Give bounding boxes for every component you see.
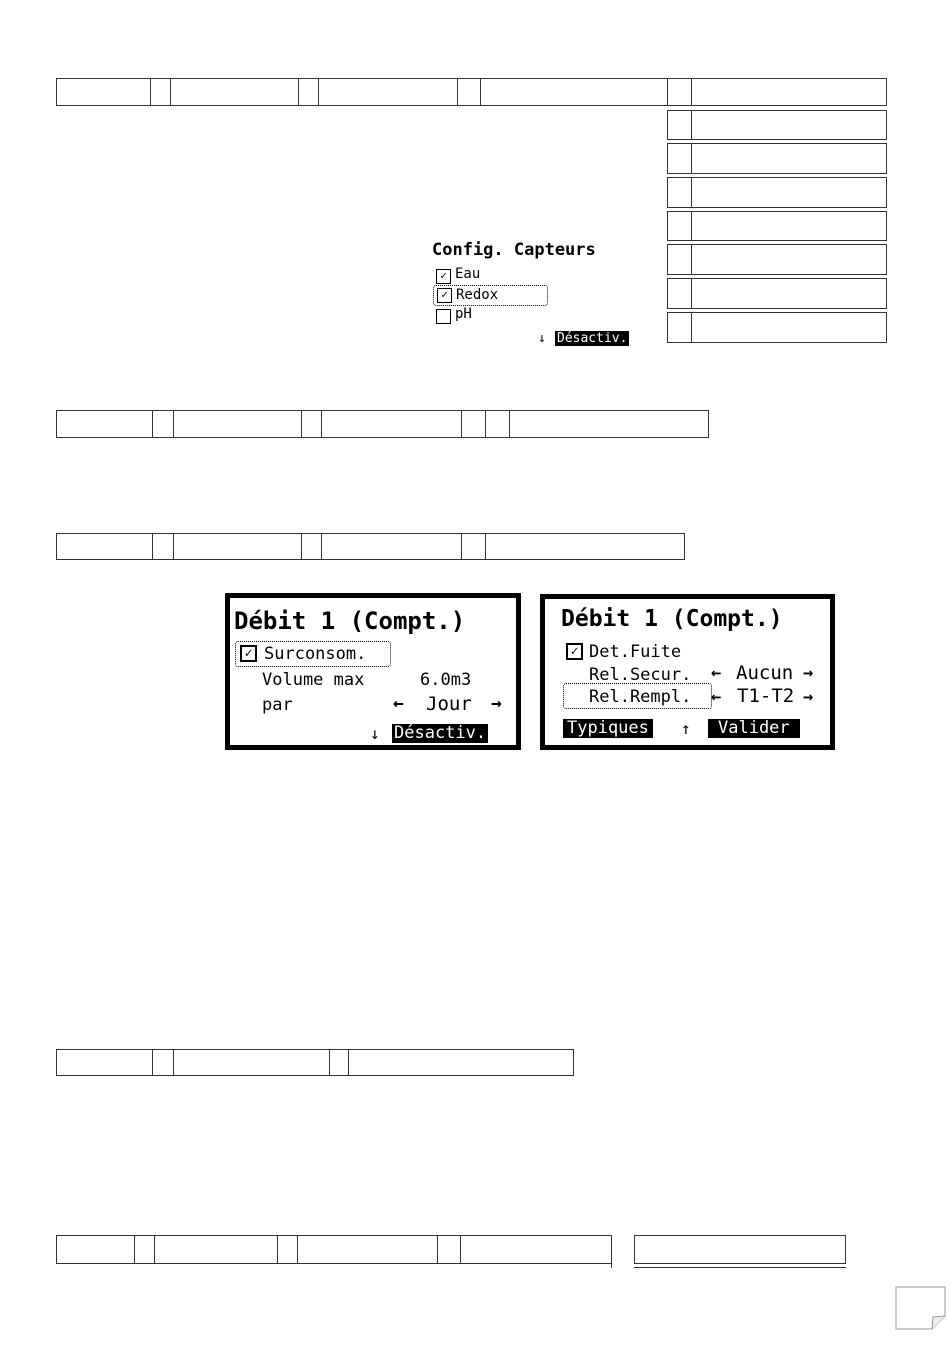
row5-cell-1 (56, 1235, 135, 1264)
row1-cell-2 (150, 78, 171, 106)
stack-cell-2 (691, 110, 887, 140)
config-capteurs-title: Config. Capteurs (432, 240, 596, 260)
sensor-label-redox: Redox (456, 287, 499, 303)
stack-cell-1 (691, 78, 887, 106)
par-label: par (262, 695, 293, 715)
row1-cell-3 (170, 78, 299, 106)
sensor-item-redox[interactable] (433, 285, 548, 306)
rel-rempl-arrow-right-icon[interactable]: → (803, 687, 814, 707)
row2-cell-7 (485, 410, 510, 438)
row5-cell-5 (297, 1235, 438, 1264)
row5-cell-8 (634, 1235, 846, 1264)
row1-cell-5 (318, 78, 458, 106)
row5-underline (634, 1267, 846, 1268)
rel-rempl-arrow-left-icon[interactable]: ← (711, 687, 722, 707)
debit-screen-left (225, 593, 521, 750)
stack-spacer-2 (667, 110, 692, 140)
row4-cell-1 (56, 1049, 153, 1076)
stack-spacer-1 (667, 78, 692, 106)
surconsom-row[interactable] (235, 641, 391, 667)
debit-left-title: Débit 1 (Compt.) (234, 607, 466, 635)
row2-cell-8 (509, 410, 709, 438)
rel-secur-arrow-right-icon[interactable]: → (803, 663, 814, 683)
row2-cell-2 (152, 410, 174, 438)
checkbox-ph[interactable] (436, 309, 451, 324)
stack-cell-3 (691, 143, 887, 174)
stack-spacer-7 (667, 278, 692, 309)
det-fuite-checkbox[interactable]: ✓ (566, 643, 583, 660)
arrow-left-icon[interactable]: ← (393, 693, 404, 714)
row4-cell-2 (152, 1049, 174, 1076)
checkbox-eau[interactable]: ✓ (436, 269, 451, 284)
stack-cell-5 (691, 211, 887, 241)
rel-secur-label: Rel.Secur. (589, 665, 692, 685)
stack-spacer-3 (667, 143, 692, 174)
sensor-item-ph[interactable] (436, 306, 472, 324)
stack-spacer-6 (667, 244, 692, 275)
row4-cell-3 (173, 1049, 330, 1076)
row3-cell-6 (461, 533, 486, 560)
stack-cell-4 (691, 177, 887, 208)
rel-rempl-value[interactable]: T1-T2 (737, 685, 795, 707)
row3-cell-1 (56, 533, 153, 560)
scroll-down-icon: ↓ (538, 331, 546, 346)
row3-cell-7 (485, 533, 685, 560)
row2-cell-4 (301, 410, 322, 438)
rel-secur-arrow-left-icon[interactable]: ← (711, 663, 722, 683)
stack-cell-6 (691, 244, 887, 275)
row3-cell-2 (152, 533, 174, 560)
debit-screen-right (540, 594, 835, 750)
stack-spacer-5 (667, 211, 692, 241)
row5-cell-2 (134, 1235, 155, 1264)
det-fuite-label: Det.Fuite (589, 642, 682, 662)
sensor-label-eau: Eau (455, 266, 481, 282)
volume-max-value[interactable]: 6.0m3 (420, 670, 472, 690)
checkbox-redox[interactable]: ✓ (437, 288, 452, 303)
row3-cell-4 (301, 533, 322, 560)
scroll-up-icon: ↑ (681, 719, 691, 738)
row5-cell-3 (154, 1235, 278, 1264)
row5-cell-4 (277, 1235, 298, 1264)
row3-cell-5 (321, 533, 462, 560)
row3-cell-3 (173, 533, 302, 560)
row2-cell-5 (321, 410, 462, 438)
desactiv-button[interactable]: Désactiv. (394, 723, 487, 743)
row1-cell-6 (457, 78, 481, 106)
row5-cell-7 (460, 1235, 612, 1264)
row2-cell-6 (461, 410, 486, 438)
row1-cell-4 (298, 78, 319, 106)
arrow-right-icon[interactable]: → (491, 693, 502, 714)
row5-cell-6 (437, 1235, 461, 1264)
sensor-item-eau[interactable] (436, 266, 481, 284)
debit-right-title: Débit 1 (Compt.) (561, 606, 783, 632)
row4-cell-5 (348, 1049, 574, 1076)
row5-divider (611, 1235, 612, 1268)
volume-max-label: Volume max (262, 670, 365, 690)
surconsom-checkbox[interactable]: ✓ (240, 645, 257, 662)
page-curl-icon (895, 1286, 947, 1330)
typiques-button[interactable]: Typiques (563, 719, 653, 738)
scroll-down-icon: ↓ (370, 724, 380, 743)
stack-spacer-8 (667, 312, 692, 343)
row1-cell-7 (480, 78, 668, 106)
rel-rempl-row[interactable] (563, 683, 712, 709)
valider-button[interactable]: Valider (708, 719, 800, 738)
rel-secur-value[interactable]: Aucun (736, 662, 794, 684)
rel-rempl-label: Rel.Rempl. (589, 687, 692, 707)
par-value[interactable]: Jour (426, 693, 472, 715)
row1-cell-1 (56, 78, 151, 106)
row4-cell-4 (329, 1049, 349, 1076)
sensor-label-ph: pH (455, 306, 472, 322)
row2-cell-1 (56, 410, 153, 438)
stack-cell-8 (691, 312, 887, 343)
stack-spacer-4 (667, 177, 692, 208)
row2-cell-3 (173, 410, 302, 438)
desactiv-button[interactable]: Désactiv. (557, 331, 628, 346)
surconsom-label: Surconsom. (264, 644, 367, 664)
stack-cell-7 (691, 278, 887, 309)
